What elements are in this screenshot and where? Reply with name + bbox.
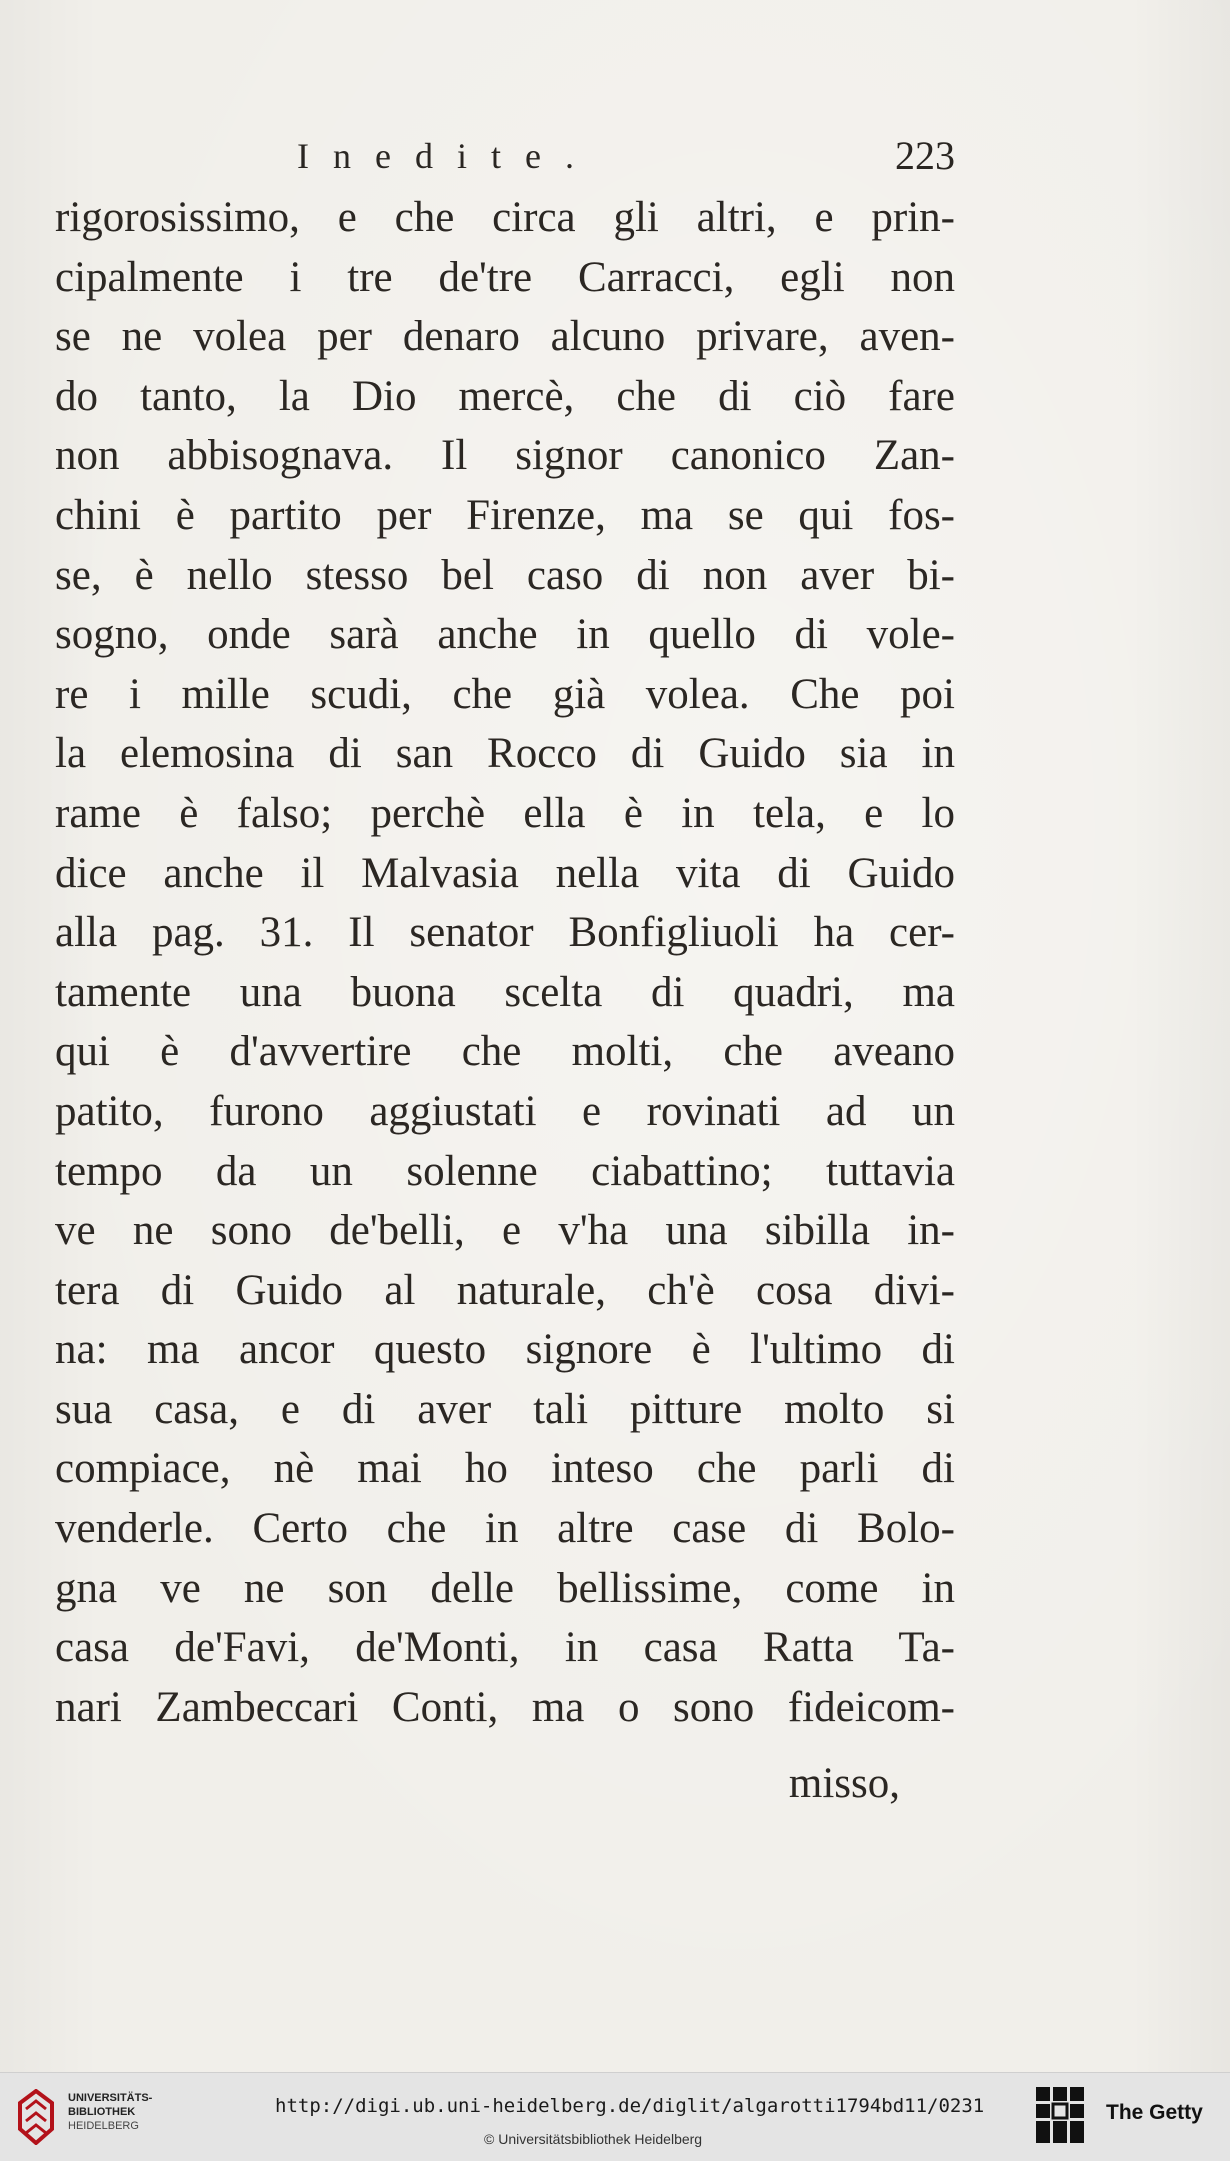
body-text [55,188,955,1737]
text-line: tempo da un solenne ciabattino; tuttavia [55,1147,955,1195]
text-line: patito, furono aggiustati e rovinati ad un [55,1087,955,1135]
text-line: sua casa, e di aver tali pitture molto si [55,1385,955,1433]
text-line: la elemosina di san Rocco di Guido sia in [55,730,955,778]
text-line: casa de'Favi, de'Monti, in casa Ratta Ta- [55,1624,955,1672]
text-line: rigorosissimo, e che circa gli altri, e prin- [55,194,955,241]
library-name-line: BIBLIOTHEK [68,2106,136,2118]
page-number: 223 [895,133,955,178]
catchword: misso, [788,1760,900,1807]
copyright-notice: © Universitätsbibliothek Heidelberg [484,2131,703,2147]
running-title: Inedite. [297,136,598,176]
text-line: compiace, nè mai ho inteso che parli di [55,1445,955,1493]
text-line: se ne volea per denaro alcuno privare, aven- [55,313,955,361]
text-line: alla pag. 31. Il senator Bonfigliuoli ha cer- [55,909,955,957]
text-line: venderle. Certo che in altre case di Bolo- [55,1505,955,1553]
library-name-line: HEIDELBERG [68,2120,139,2132]
university-seal-icon [14,2089,58,2145]
text-line: non abbisognava. Il signor canonico Zan- [55,432,955,480]
text-line: qui è d'avvertire che molti, che aveano [55,1028,955,1076]
text-line: ve ne sono de'belli, e v'ha una sibilla in- [55,1207,955,1255]
permalink-url[interactable]: http://digi.ub.uni-heidelberg.de/diglit/algarotti1794bd11/0231 [275,2095,985,2117]
text-line: re i mille scudi, che già volea. Che poi [55,670,955,718]
viewer-footer [0,2072,1230,2161]
page-header [55,126,955,186]
library-name-line: UNIVERSITÄTS- [68,2092,153,2104]
text-line: nari Zambeccari Conti, ma o sono fideicom- [55,1683,955,1731]
partner-name: The Getty [1106,2101,1203,2124]
text-line: tera di Guido al naturale, ch'è cosa divi- [55,1266,955,1314]
text-line: dice anche il Malvasia nella vita di Guido [55,849,955,897]
text-line: sogno, onde sarà anche in quello di vole- [55,611,955,659]
text-line: do tanto, la Dio mercè, che di ciò fare [55,372,955,420]
text-line: tamente una buona scelta di quadri, ma [55,968,955,1016]
library-name [68,2091,152,2133]
text-line: se, è nello stesso bel caso di non aver bi- [55,551,955,599]
text-line: cipalmente i tre de'tre Carracci, egli non [55,253,955,301]
text-line: chini è partito per Firenze, ma se qui fos- [55,491,955,539]
text-line: rame è falso; perchè ella è in tela, e lo [55,789,955,837]
getty-logo-icon [1034,2085,1086,2145]
text-line: gna ve ne son delle bellissime, come in [55,1564,955,1612]
text-line: na: ma ancor questo signore è l'ultimo di [55,1326,955,1374]
